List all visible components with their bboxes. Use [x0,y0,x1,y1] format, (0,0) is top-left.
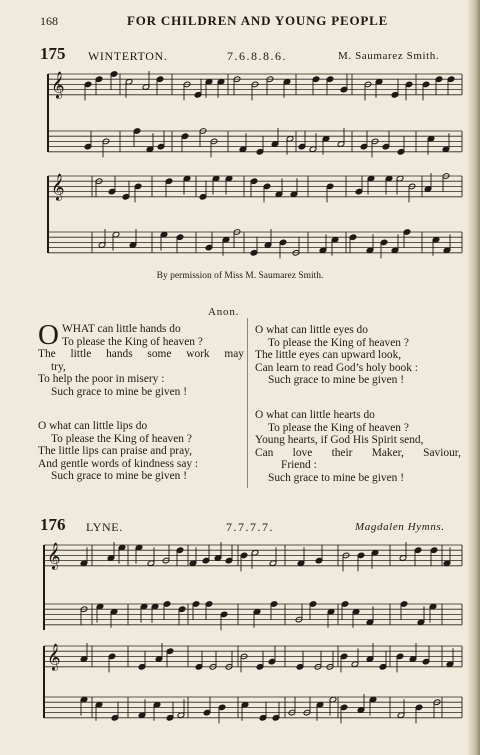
hymn-175-permission: By permission of Miss M. Saumarez Smith. [156,271,324,281]
verse-1-line-1: WHAT can little hands do [61,323,181,335]
system-4-treble-staff [44,643,462,672]
verse-3-line-2: To please the King of heaven ? [268,336,409,349]
verse-3-line-1: O what can little eyes do [255,324,368,336]
hymn-175-tune-name: WINTERTON. [88,49,168,63]
hymn-176-meter: 7.7.7.7. [226,520,274,534]
treble-clef: 𝄞 [47,543,61,570]
system-4-bass-staff [44,694,462,723]
treble-clef: 𝄞 [51,72,65,99]
hymn-175-meter: 7.6.8.8.6. [227,49,287,63]
system-3-bass-staff [44,601,462,631]
hymn-175-composer: M. Saumarez Smith. [338,50,440,62]
verse-4-line-6: Such grace to mine be given ! [268,471,405,484]
hymn-175-number: 175 [40,44,66,63]
verse-1-line-6: Such grace to mine be given ! [51,385,188,398]
treble-clef: 𝄞 [47,644,61,671]
hymn-176-number: 176 [40,515,66,534]
verse-1-line-4: try, [51,360,66,373]
verse-4-line-5: Friend : [281,459,317,472]
verse-2-line-5: Such grace to mine be given ! [51,470,188,483]
verse-4-line-1: O what can little hearts do [255,409,375,421]
verse-3-line-5: Such grace to mine be given ! [268,374,405,387]
verse-2-line-1: O what can little lips do [38,420,148,432]
verse-1-line-2: To please the King of heaven ? [61,335,203,348]
verse-2-line-4: And gentle words of kindness say : [38,457,199,470]
verse-1-drop-cap: O [38,319,59,351]
verse-4-line-3: Young hearts, if God His Spirit send, [255,434,424,447]
verse-4-line-2: To please the King of heaven ? [268,421,409,434]
treble-clef: 𝄞 [51,174,65,201]
system-3-treble-staff [44,542,462,571]
verse-1-line-5: To help the poor in misery : [38,373,165,386]
verse-4-line-4: Can love their Maker, Saviour, [255,446,461,459]
verse-1-line-3: The little hands some work may [38,348,244,361]
hymn-176-tune-name: LYNE. [86,520,123,534]
page-edge-shadow [468,0,480,755]
verse-3-line-4: Can learn to read God’s holy book : [255,361,418,374]
page-number: 168 [40,14,58,28]
running-title: FOR CHILDREN AND YOUNG PEOPLE [127,13,389,28]
verse-3-line-3: The little eyes can upward look, [255,349,402,362]
hymn-176-source: Magdalen Hymns. [355,521,445,533]
verse-2-line-2: To please the King of heaven ? [51,432,192,445]
hymn-175-author: Anon. [208,306,240,318]
verse-2-line-3: The little lips can praise and pray, [38,445,192,458]
